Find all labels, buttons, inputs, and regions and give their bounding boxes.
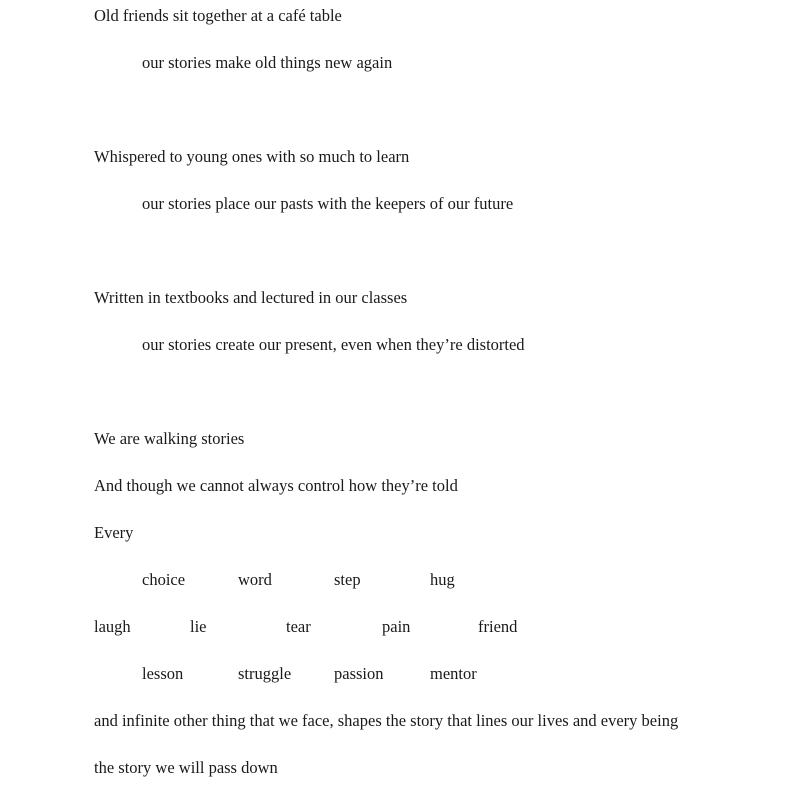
word-laugh: laugh <box>94 617 131 636</box>
stanza1-line2: our stories make old things new again <box>142 53 393 72</box>
word-hug: hug <box>430 570 455 589</box>
closing-line2: And though we cannot always control how they’re told <box>94 476 458 495</box>
word-step: step <box>334 570 361 589</box>
word-lesson: lesson <box>142 664 184 683</box>
closing-line1: We are walking stories <box>94 429 245 448</box>
word-row-2 <box>94 617 694 637</box>
word-struggle: struggle <box>238 664 292 683</box>
word-row-1 <box>94 570 694 590</box>
word-passion: passion <box>334 664 384 683</box>
stanza1-line1: Old friends sit together at a café table <box>94 6 342 25</box>
word-word: word <box>238 570 272 589</box>
word-friend: friend <box>478 617 518 636</box>
stanza3-line1: Written in textbooks and lectured in our classes <box>94 288 408 307</box>
stanza2-line2: our stories place our pasts with the keepers of our future <box>142 194 514 213</box>
closing-line5: the story we will pass down <box>94 758 278 777</box>
word-pain: pain <box>382 617 411 636</box>
stanza3-line2: our stories create our present, even when they’re distorted <box>142 335 525 354</box>
word-choice: choice <box>142 570 186 589</box>
word-lie: lie <box>190 617 207 636</box>
word-mentor: mentor <box>430 664 477 683</box>
stanza2-line1: Whispered to young ones with so much to learn <box>94 147 410 166</box>
closing-line3: Every <box>94 523 134 542</box>
word-row-3 <box>94 664 694 684</box>
closing-line4: and infinite other thing that we face, shapes the story that lines our lives and every being <box>94 711 679 730</box>
word-tear: tear <box>286 617 311 636</box>
